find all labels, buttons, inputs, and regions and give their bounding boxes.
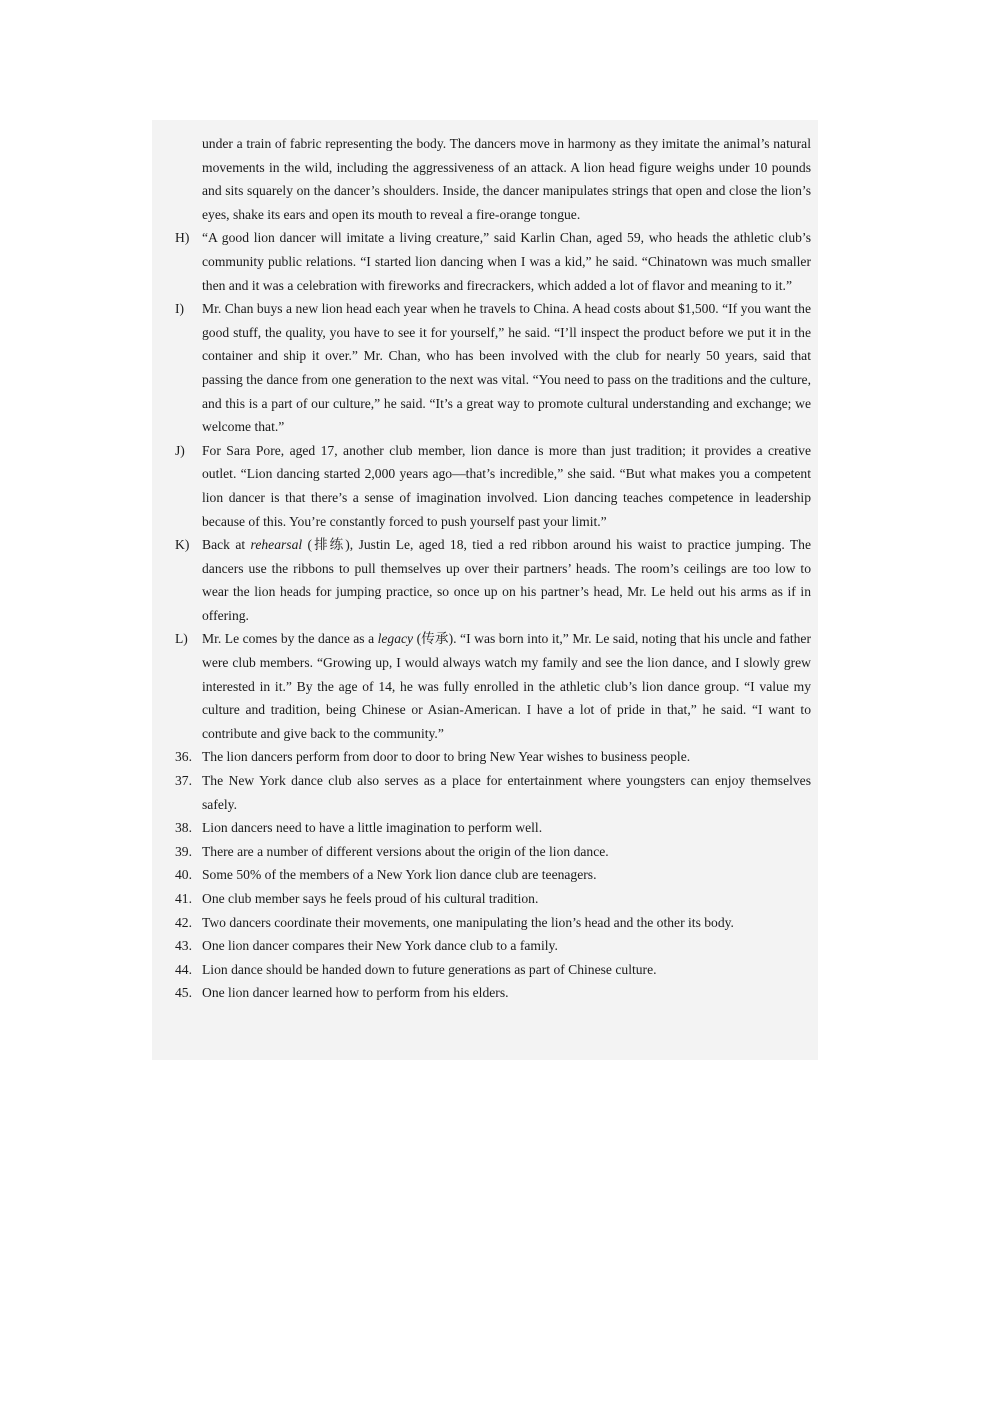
paragraph-text: under a train of fabric representing the body. The dancers move in harmony as they imitate the animal’s natural movements in the wild, including the aggressiveness of an attack. A lion head figure weighs under 10 pounds and sits squarely on the dancer’s shoulders. Inside, the dancer manipulates strings that open and close the lion’s eyes, shake its ears and open its mouth to reveal a fire-orange tongue. <box>202 136 811 222</box>
paragraph-text: . “I was born into it,” Mr. Le said, noting that his uncle and father were club members. “Growing up, I would always watch my family and see the lion dance, and I slowly grew interested in it.” By the age of 14, he was fully enrolled in the athletic club’s lion dance group. “I value my culture and tradition, being Chinese or Asian-American. I have a lot of pride in that,” he said. “I want to contribute and give back to the community.” <box>202 631 811 741</box>
paragraph-continued <box>175 132 811 226</box>
question-number: 40. <box>175 867 192 883</box>
question-38 <box>175 816 811 840</box>
question-number: 41. <box>175 891 192 906</box>
paragraph-text: , Justin Le, aged 18, tied a red ribbon around his waist to practice jumping. The dancers use the ribbons to pull themselves up over their partners’ heads. The room’s ceilings are too low to wear the lion heads for jumping practice, so once up on his partner’s head, Mr. Le held out his arms as if in offering. <box>202 537 812 623</box>
vocabulary-term: legacy <box>377 631 414 647</box>
question-42 <box>175 911 811 935</box>
question-44 <box>175 958 811 982</box>
paragraph-j <box>175 439 811 533</box>
paragraph-i <box>175 297 811 439</box>
question-text: Lion dancers need to have a little imagination to perform well. <box>202 820 543 836</box>
paragraph-l <box>175 627 811 745</box>
document-page <box>175 132 811 1005</box>
vocabulary-term: rehearsal <box>250 537 303 553</box>
vocabulary-gloss: (传承) <box>413 631 454 647</box>
question-number: 36. <box>175 749 192 765</box>
paragraph-label: I) <box>175 301 185 317</box>
paragraph-label: H) <box>175 230 190 246</box>
question-40 <box>175 863 811 887</box>
question-36 <box>175 745 811 769</box>
question-number: 37. <box>175 773 192 789</box>
question-number: 45. <box>175 985 192 1001</box>
question-text: Some 50% of the members of a New York lion dance club are teenagers. <box>202 867 597 883</box>
question-text: Two dancers coordinate their movements, one manipulating the lion’s head and the other its body. <box>202 914 734 930</box>
paragraph-text-pre: Back at <box>202 537 251 553</box>
question-number: 44. <box>175 961 192 977</box>
paragraph-label: L) <box>175 631 188 647</box>
question-number: 39. <box>175 843 192 859</box>
vocabulary-gloss: (排练) <box>302 537 350 553</box>
paragraph-h <box>175 226 811 297</box>
question-text: One lion dancer learned how to perform from his elders. <box>202 985 509 1001</box>
paragraph-k <box>175 533 811 627</box>
question-text: One lion dancer compares their New York dance club to a family. <box>202 938 558 954</box>
question-text: The lion dancers perform from door to door to bring New Year wishes to business people. <box>202 749 691 765</box>
paragraph-text: “A good lion dancer will imitate a living creature,” said Karlin Chan, aged 59, who heads the athletic club’s community public relations. “I started lion dancing when I was a kid,” he said. “Chinatown was much smaller then and it was a celebration with fireworks and firecrackers, which added a lot of flavor and meaning to it.” <box>202 230 811 293</box>
paragraph-label: K) <box>175 537 190 553</box>
question-41 <box>175 887 811 911</box>
paragraph-text-pre: Mr. Le comes by the dance as a <box>202 631 378 647</box>
question-text: There are a number of different versions about the origin of the lion dance. <box>202 843 609 859</box>
question-text: One club member says he feels proud of his cultural tradition. <box>202 891 539 906</box>
paragraph-label: J) <box>175 442 185 458</box>
question-text: Lion dance should be handed down to future generations as part of Chinese culture. <box>202 961 657 977</box>
question-43 <box>175 934 811 958</box>
question-39 <box>175 840 811 864</box>
question-number: 43. <box>175 938 192 954</box>
paragraph-text: Mr. Chan buys a new lion head each year when he travels to China. A head costs about $1,500. “If you want the good stuff, the quality, you have to see it for yourself,” he said. “I’ll inspect the product before we put it in the container and ship it over.” Mr. Chan, who has been involved with the club for nearly 50 years, said that passing the dance from one generation to the next was vital. “You need to pass on the traditions and the culture, and this is a part of our culture,” he said. “It’s a great way to promote cultural understanding and exchange; we welcome that.” <box>202 301 811 435</box>
paragraph-text: For Sara Pore, aged 17, another club member, lion dance is more than just tradition; it provides a creative outlet. “Lion dancing started 2,000 years ago—that’s incredible,” she said. “But what makes you a competent lion dancer is that there’s a sense of imagination involved. Lion dancing teaches competence in leadership because of this. You’re constantly forced to push yourself past your limit.” <box>202 442 811 529</box>
question-number: 42. <box>175 914 192 930</box>
question-number: 38. <box>175 820 192 836</box>
question-45 <box>175 981 811 1005</box>
question-text: The New York dance club also serves as a place for entertainment where youngsters can enjoy themselves safely. <box>202 773 811 812</box>
question-37 <box>175 769 811 816</box>
